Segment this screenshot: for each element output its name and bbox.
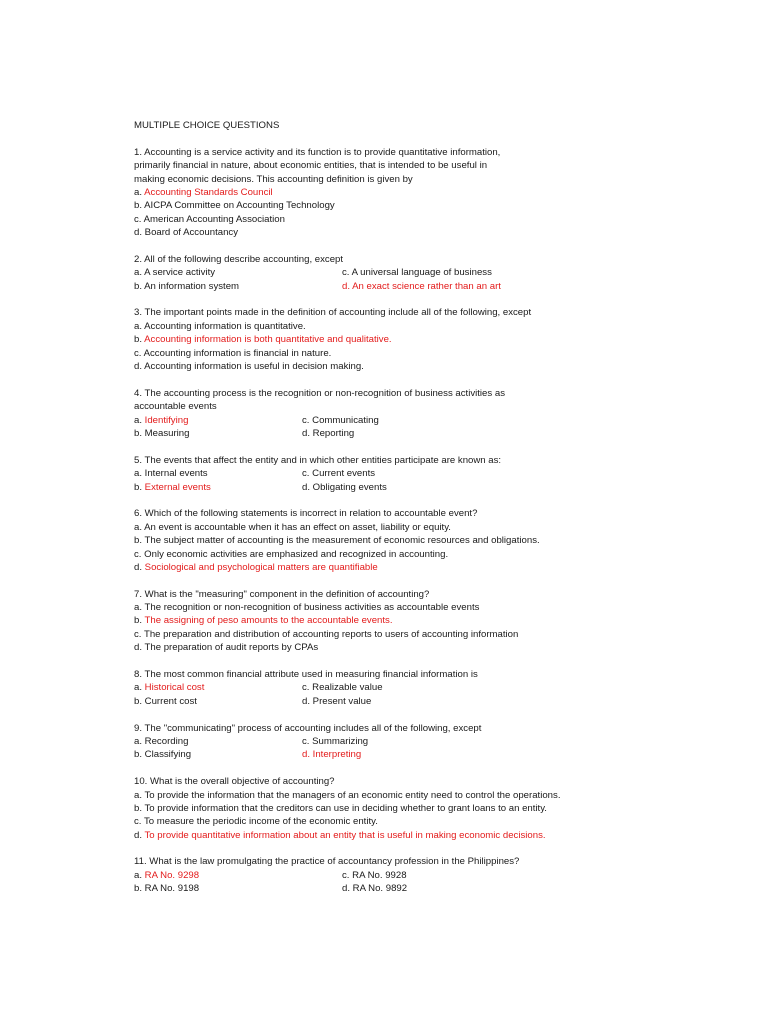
option-row xyxy=(134,280,768,293)
option-c xyxy=(302,467,375,480)
option-label: b. xyxy=(134,200,145,212)
option-row xyxy=(134,427,768,440)
option-a xyxy=(134,266,342,279)
option-b xyxy=(134,695,302,708)
option-row xyxy=(134,467,768,480)
option-label: d. xyxy=(342,883,353,895)
option-label: b. xyxy=(134,334,145,346)
correct-answer: To provide quantitative information about an entity that is useful in making economic decisions. xyxy=(144,829,546,841)
option-b xyxy=(134,427,302,440)
option-row xyxy=(134,695,768,708)
question-stem: 10. What is the overall objective of accounting? xyxy=(134,776,335,788)
option-label: d. xyxy=(134,227,145,239)
option-c xyxy=(302,735,368,748)
option-text: The subject matter of accounting is the measurement of economic resources and obligations. xyxy=(144,535,540,547)
question-1 xyxy=(134,146,768,240)
option-text: A universal language of business xyxy=(351,267,492,279)
option-b xyxy=(134,614,768,627)
option-label: a. xyxy=(134,521,145,533)
correct-answer: An exact science rather than an art xyxy=(352,280,501,292)
option-label: a. xyxy=(134,869,145,881)
option-c xyxy=(134,548,768,561)
option-b xyxy=(134,748,302,761)
option-d xyxy=(342,280,501,293)
option-c xyxy=(342,266,492,279)
option-text: Realizable value xyxy=(312,682,383,694)
option-label: c. xyxy=(302,735,313,747)
option-label: b. xyxy=(134,883,145,895)
option-label: a. xyxy=(134,414,145,426)
correct-answer: Sociological and psychological matters are quantifiable xyxy=(144,561,378,573)
option-label: b. xyxy=(134,481,145,493)
option-label: a. xyxy=(134,186,145,198)
option-a xyxy=(134,735,302,748)
option-d xyxy=(302,427,354,440)
option-row xyxy=(134,481,768,494)
option-c xyxy=(134,628,768,641)
option-text: To provide information that the creditors can use in deciding whether to grant loans to an entity. xyxy=(144,802,547,814)
question-stem: 5. The events that affect the entity and in which other entities participate are known as: xyxy=(134,454,502,466)
option-text: Present value xyxy=(312,695,372,707)
question-stem: 1. Accounting is a service activity and its function is to provide quantitative information, xyxy=(134,146,501,158)
option-label: b. xyxy=(134,535,145,547)
option-a xyxy=(134,186,768,199)
option-label: c. xyxy=(302,682,313,694)
option-d xyxy=(302,695,371,708)
option-text: Accounting information is quantitative. xyxy=(144,320,306,332)
option-a xyxy=(134,681,302,694)
option-label: b. xyxy=(134,615,145,627)
question-stem: 6. Which of the following statements is incorrect in relation to accountable event? xyxy=(134,508,478,520)
option-d xyxy=(134,829,768,842)
question-stem: primarily financial in nature, about economic entities, that is intended to be useful in xyxy=(134,160,488,172)
option-text: Reporting xyxy=(312,427,355,439)
option-label: c. xyxy=(342,869,353,881)
option-text: Accounting information is useful in decision making. xyxy=(144,361,364,373)
question-stem: 9. The "communicating" process of accounting includes all of the following, except xyxy=(134,722,482,734)
question-stem: accountable events xyxy=(134,401,217,413)
option-c xyxy=(302,414,379,427)
option-label: d. xyxy=(302,749,313,761)
option-a xyxy=(134,789,768,802)
option-text: To provide the information that the managers of an economic entity need to control the operations. xyxy=(144,789,561,801)
option-label: d. xyxy=(134,642,145,654)
option-text: A service activity xyxy=(144,267,216,279)
option-text: RA No. 9928 xyxy=(352,869,407,881)
option-text: American Accounting Association xyxy=(143,213,285,225)
option-d xyxy=(134,226,768,239)
option-a xyxy=(134,467,302,480)
question-stem: 11. What is the law promulgating the practice of accountancy profession in the Philippines? xyxy=(134,856,520,868)
option-row xyxy=(134,882,768,895)
option-text: Current cost xyxy=(144,695,197,707)
option-text: Board of Accountancy xyxy=(144,227,239,239)
option-row xyxy=(134,735,768,748)
question-4 xyxy=(134,387,768,441)
option-label: c. xyxy=(302,414,313,426)
option-c xyxy=(134,347,768,360)
option-b xyxy=(134,534,768,547)
option-c xyxy=(134,213,768,226)
option-text: RA No. 9198 xyxy=(144,883,200,895)
question-stem: 2. All of the following describe accounting, except xyxy=(134,253,344,265)
question-3 xyxy=(134,306,768,373)
option-label: a. xyxy=(134,320,145,332)
option-text: An information system xyxy=(144,280,240,292)
correct-answer: Identifying xyxy=(144,414,189,426)
question-stem: 8. The most common financial attribute used in measuring financial information is xyxy=(134,669,478,681)
option-a xyxy=(134,601,768,614)
option-c xyxy=(342,869,407,882)
option-label: a. xyxy=(134,267,145,279)
option-label: d. xyxy=(302,427,313,439)
option-row xyxy=(134,414,768,427)
question-10 xyxy=(134,775,768,842)
option-text: Measuring xyxy=(144,427,190,439)
question-stem: 7. What is the "measuring" component in the definition of accounting? xyxy=(134,588,430,600)
option-text: The preparation of audit reports by CPAs xyxy=(144,642,319,654)
option-label: b. xyxy=(134,802,145,814)
option-label: a. xyxy=(134,735,145,747)
correct-answer: Historical cost xyxy=(144,682,205,694)
option-b xyxy=(134,882,342,895)
option-label: a. xyxy=(134,602,145,614)
option-b xyxy=(134,280,342,293)
option-text: RA No. 9892 xyxy=(352,883,408,895)
question-5 xyxy=(134,454,768,494)
option-label: a. xyxy=(134,682,145,694)
option-d xyxy=(302,748,361,761)
option-d xyxy=(134,561,768,574)
question-9 xyxy=(134,722,768,762)
option-text: Accounting information is financial in nature. xyxy=(143,347,332,359)
option-text: The recognition or non-recognition of business activities as accountable events xyxy=(144,602,480,614)
option-row xyxy=(134,266,768,279)
option-label: c. xyxy=(134,548,145,560)
correct-answer: Accounting Standards Council xyxy=(144,186,273,198)
option-b xyxy=(134,199,768,212)
option-text: Summarizing xyxy=(312,735,369,747)
option-text: Internal events xyxy=(144,468,208,480)
option-row xyxy=(134,869,768,882)
question-stem: 4. The accounting process is the recognition or non-recognition of business activities as xyxy=(134,387,505,399)
option-text: To measure the periodic income of the economic entity. xyxy=(143,816,378,828)
option-c xyxy=(134,815,768,828)
option-b xyxy=(134,481,302,494)
option-d xyxy=(134,360,768,373)
option-d xyxy=(134,641,768,654)
question-stem: 3. The important points made in the definition of accounting include all of the following, except xyxy=(134,307,532,319)
correct-answer: RA No. 9298 xyxy=(144,869,200,881)
option-b xyxy=(134,802,768,815)
option-label: a. xyxy=(134,468,145,480)
option-label: c. xyxy=(134,816,144,828)
question-6 xyxy=(134,507,768,574)
option-a xyxy=(134,869,342,882)
option-label: d. xyxy=(134,561,145,573)
option-label: d. xyxy=(134,361,145,373)
option-row xyxy=(134,681,768,694)
option-text: An event is accountable when it has an effect on asset, liability or equity. xyxy=(144,521,451,533)
option-label: b. xyxy=(134,695,145,707)
option-label: c. xyxy=(134,628,144,640)
option-a xyxy=(134,320,768,333)
option-b xyxy=(134,333,768,346)
page-title: MULTIPLE CHOICE QUESTIONS xyxy=(134,120,280,131)
option-label: b. xyxy=(134,749,145,761)
option-label: b. xyxy=(134,427,145,439)
option-d xyxy=(302,481,387,494)
option-label: d. xyxy=(302,695,313,707)
option-d xyxy=(342,882,407,895)
option-row xyxy=(134,748,768,761)
option-label: d. xyxy=(134,829,145,841)
option-text: AICPA Committee on Accounting Technology xyxy=(144,200,335,212)
option-a xyxy=(134,521,768,534)
option-label: c. xyxy=(134,213,144,225)
option-label: b. xyxy=(134,280,145,292)
option-text: The preparation and distribution of accounting reports to users of accounting information xyxy=(143,628,519,640)
option-text: Current events xyxy=(312,468,376,480)
option-text: Obligating events xyxy=(312,481,387,493)
option-label: c. xyxy=(342,267,352,279)
correct-answer: Accounting information is both quantitative and qualitative. xyxy=(144,334,392,346)
question-7 xyxy=(134,588,768,655)
option-text: Classifying xyxy=(144,749,192,761)
option-text: Only economic activities are emphasized and recognized in accounting. xyxy=(144,548,449,560)
option-label: c. xyxy=(302,468,313,480)
option-text: Recording xyxy=(144,735,189,747)
option-label: d. xyxy=(342,280,353,292)
correct-answer: Interpreting xyxy=(312,749,362,761)
option-text: Communicating xyxy=(312,414,379,426)
option-label: a. xyxy=(134,789,145,801)
option-label: c. xyxy=(134,347,144,359)
question-2 xyxy=(134,253,768,293)
option-a xyxy=(134,414,302,427)
option-label: d. xyxy=(302,481,313,493)
correct-answer: The assigning of peso amounts to the accountable events. xyxy=(144,615,393,627)
question-8 xyxy=(134,668,768,708)
option-c xyxy=(302,681,383,694)
question-stem: making economic decisions. This accounting definition is given by xyxy=(134,173,413,185)
question-11 xyxy=(134,855,768,895)
correct-answer: External events xyxy=(144,481,211,493)
